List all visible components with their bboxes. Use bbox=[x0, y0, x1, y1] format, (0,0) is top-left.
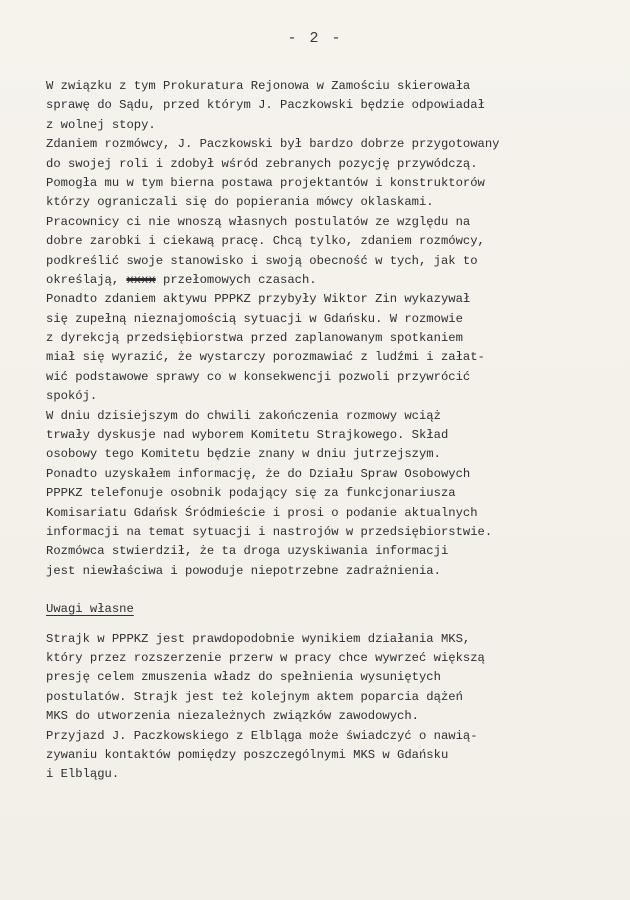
text-line: spokój. bbox=[46, 389, 98, 404]
text-line: podkreślić swoje stanowisko i swoją obecność w tych, jak to bbox=[46, 253, 478, 268]
text-line: Ponadto zdaniem aktywu PPPKZ przybyły Wiktor Zin wykazywał bbox=[46, 292, 471, 307]
struck-out-word: xxxx bbox=[126, 272, 156, 287]
text-line: informacji na temat sytuacji i nastrojów w przedsiębiorstwie. bbox=[46, 524, 493, 539]
text-line: z dyrekcją przedsiębiorstwa przed zaplanowanym spotkaniem bbox=[46, 331, 463, 346]
text-line: MKS do utworzenia niezależnych związków zawodowych. bbox=[46, 709, 419, 724]
section-heading: Uwagi własne bbox=[46, 602, 134, 617]
text-line: i Elblągu. bbox=[46, 767, 120, 782]
text-line: się zupełną nieznajomością sytuacji w Gdańsku. W rozmowie bbox=[46, 311, 463, 326]
text-line: PPPKZ telefonuje osobnik podający się za funkcjonariusza bbox=[46, 486, 456, 501]
text-line: trwały dyskusje nad wyborem Komitetu Strajkowego. Skład bbox=[46, 428, 449, 443]
section-gap bbox=[46, 581, 621, 600]
text-line: Strajk w PPPKZ jest prawdopodobnie wynikiem działania MKS, bbox=[46, 631, 471, 646]
text-line: Komisariatu Gdańsk Śródmieście i prosi o podanie aktualnych bbox=[46, 505, 478, 520]
text-line: do swojej roli i zdobył wśród zebranych pozycję przywódczą. bbox=[46, 156, 478, 171]
text-line: osobowy tego Komitetu będzie znany w dniu jutrzejszym. bbox=[46, 447, 441, 462]
text-line: którzy ograniczali się do popierania mówcy oklaskami. bbox=[46, 195, 434, 210]
text-line: postulatów. Strajk jest też kolejnym aktem poparcia dążeń bbox=[46, 689, 463, 704]
text-line: W związku z tym Prokuratura Rejonowa w Zamościu skierowała bbox=[46, 79, 471, 93]
text-line: Ponadto uzyskałem informację, że do Działu Spraw Osobowych bbox=[46, 466, 471, 481]
page-number: - 2 - bbox=[287, 30, 343, 47]
text-line-with-strikeout bbox=[46, 271, 621, 290]
text-line: zywaniu kontaktów pomiędzy poszczególnymi MKS w Gdańsku bbox=[46, 747, 449, 762]
text-line: sprawę do Sądu, przed którym J. Paczkowski będzie odpowiadał bbox=[46, 98, 485, 113]
text-line: z wolnej stopy. bbox=[46, 117, 156, 132]
text-segment: określają, bbox=[46, 272, 127, 287]
text-line: Pomogła mu w tym bierna postawa projektantów i konstruktorów bbox=[46, 175, 485, 190]
text-segment: przełomowych czasach. bbox=[155, 272, 317, 287]
text-line: wić podstawowe sprawy co w konsekwencji pozwoli przywrócić bbox=[46, 369, 471, 384]
text-line: W dniu dzisiejszym do chwili zakończenia rozmowy wciąż bbox=[46, 408, 441, 423]
text-line: jest niewłaściwa i powoduje niepotrzebne zadrażnienia. bbox=[46, 563, 441, 578]
text-line: dobre zarobki i ciekawą pracę. Chcą tylko, zdaniem rozmówcy, bbox=[46, 234, 485, 249]
text-line: miał się wyrazić, że wystarczy porozmawiać z ludźmi i załat- bbox=[46, 350, 485, 365]
document-body bbox=[46, 77, 621, 785]
text-line: Rozmówca stwierdził, że ta droga uzyskiwania informacji bbox=[46, 544, 449, 559]
text-line: Zdaniem rozmówcy, J. Paczkowski był bardzo dobrze przygotowany bbox=[46, 137, 500, 152]
text-line: który przez rozszerzenie przerw w pracy chce wywrzeć większą bbox=[46, 650, 485, 665]
section-gap bbox=[46, 620, 621, 630]
text-line: presję celem zmuszenia władz do spełnienia wysuniętych bbox=[46, 670, 441, 685]
text-line: Przyjazd J. Paczkowskiego z Elbląga może świadczyć o nawią- bbox=[46, 728, 478, 743]
text-line: Pracownicy ci nie wnoszą własnych postulatów ze względu na bbox=[46, 214, 471, 229]
